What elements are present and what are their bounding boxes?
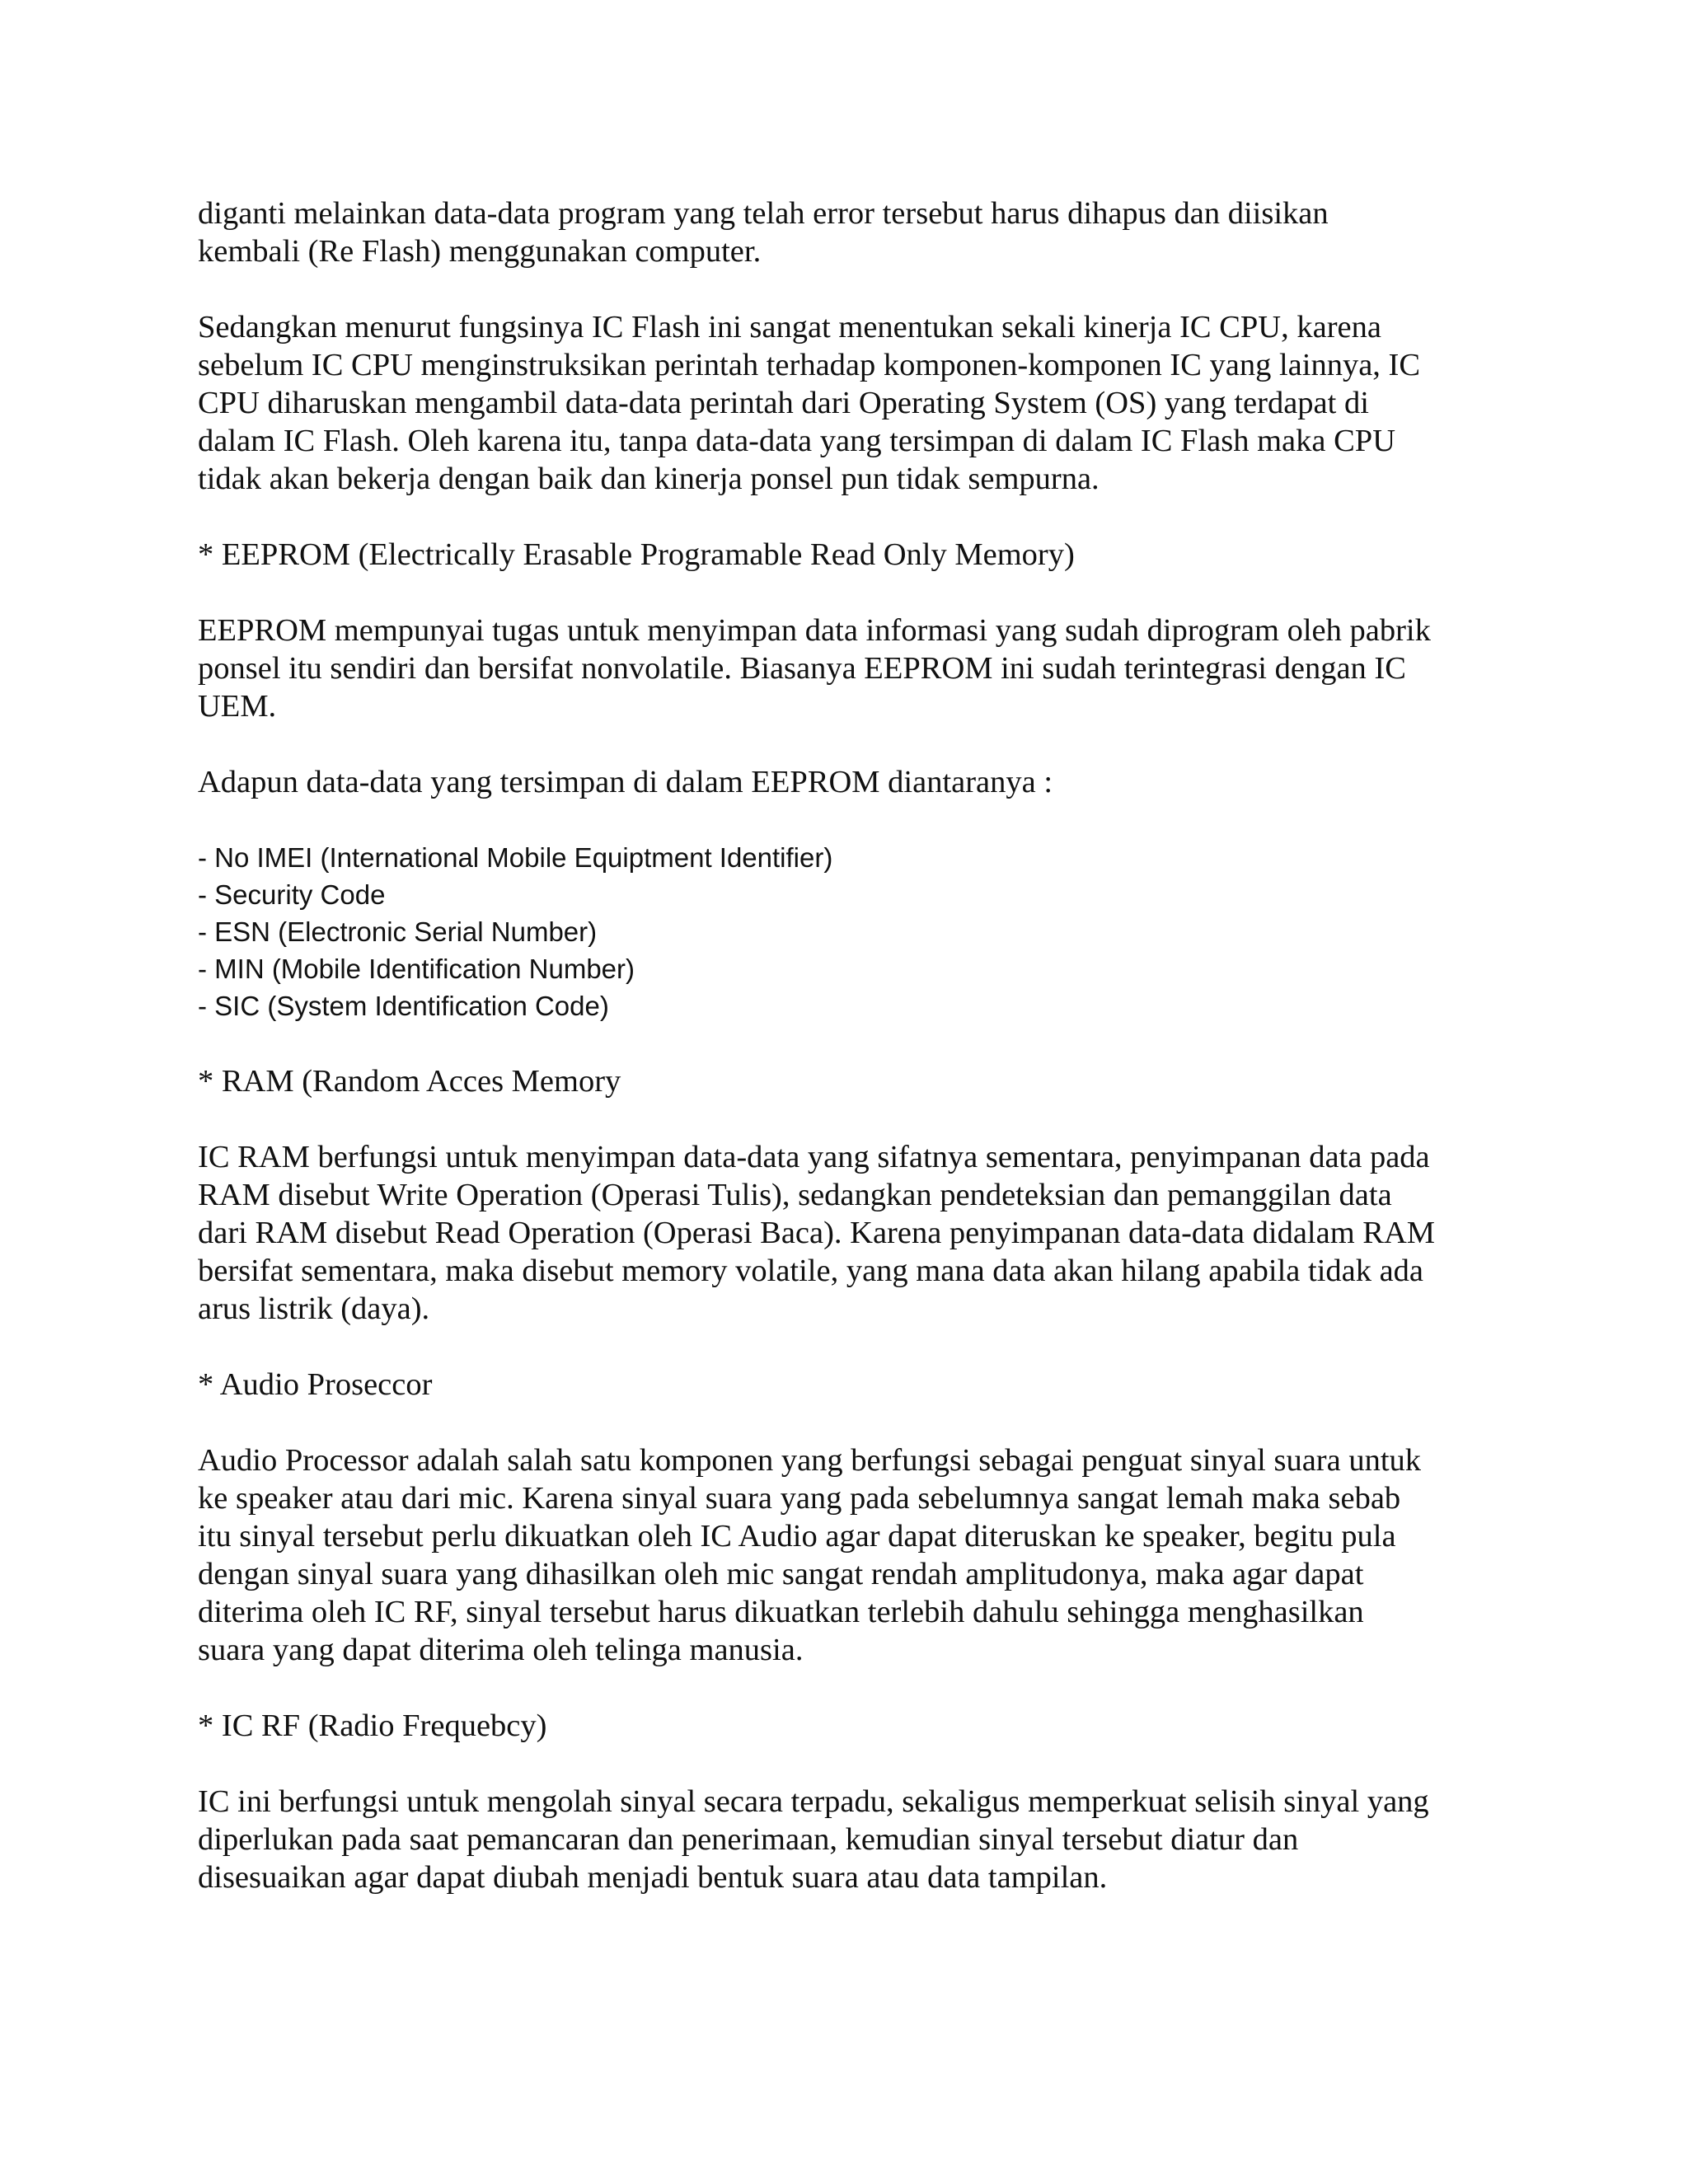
eeprom-data-list xyxy=(198,839,1500,1024)
list-item: - No IMEI (International Mobile Equiptment Identifier) xyxy=(198,842,833,873)
document-page xyxy=(198,194,1500,1934)
text-line: dalam IC Flash. Oleh karena itu, tanpa data-data yang tersimpan di dalam IC Flash maka CPU xyxy=(198,424,1395,458)
intro-paragraph xyxy=(198,194,1500,270)
eeprom-heading: * EEPROM (Electrically Erasable Programable Read Only Memory) xyxy=(198,537,1075,572)
text-line: diperlukan pada saat pemancaran dan penerimaan, kemudian sinyal tersebut diatur dan xyxy=(198,1822,1299,1857)
text-line: ke speaker atau dari mic. Karena sinyal suara yang pada sebelumnya sangat lemah maka sebab xyxy=(198,1481,1401,1516)
list-item: - MIN (Mobile Identification Number) xyxy=(198,954,635,984)
text-line: arus listrik (daya). xyxy=(198,1291,430,1326)
eeprom-paragraph xyxy=(198,612,1500,725)
text-line: ponsel itu sendiri dan bersifat nonvolatile. Biasanya EEPROM ini sudah terintegrasi dengan IC xyxy=(198,651,1406,686)
text-line: kembali (Re Flash) menggunakan computer. xyxy=(198,234,762,269)
text-line: UEM. xyxy=(198,689,277,724)
audio-heading: * Audio Proseccor xyxy=(198,1367,433,1402)
text-line: itu sinyal tersebut perlu dikuatkan oleh IC Audio agar dapat diteruskan ke speaker, begitu pula xyxy=(198,1519,1396,1554)
text-line: sebelum IC CPU menginstruksikan perintah terhadap komponen-komponen IC yang lainnya, IC xyxy=(198,348,1421,382)
text-line: Sedangkan menurut fungsinya IC Flash ini sangat menentukan sekali kinerja IC CPU, karena xyxy=(198,310,1381,344)
text-line: diterima oleh IC RF, sinyal tersebut harus dikuatkan terlebih dahulu sehingga menghasilkan xyxy=(198,1595,1364,1629)
text-line: EEPROM mempunyai tugas untuk menyimpan data informasi yang sudah diprogram oleh pabrik xyxy=(198,613,1431,648)
rf-paragraph xyxy=(198,1783,1500,1896)
list-item: - ESN (Electronic Serial Number) xyxy=(198,916,598,947)
audio-paragraph xyxy=(198,1441,1500,1669)
text-line: CPU diharuskan mengambil data-data perintah dari Operating System (OS) yang terdapat di xyxy=(198,386,1369,420)
flash-paragraph xyxy=(198,308,1500,498)
text-line: IC ini berfungsi untuk mengolah sinyal secara terpadu, sekaligus memperkuat selisih sinyal yang xyxy=(198,1784,1429,1819)
text-line: Audio Processor adalah salah satu komponen yang berfungsi sebagai penguat sinyal suara untuk xyxy=(198,1443,1422,1478)
text-line: suara yang dapat diterima oleh telinga manusia. xyxy=(198,1633,804,1667)
text-line: dengan sinyal suara yang dihasilkan oleh mic sangat rendah amplitudonya, maka agar dapat xyxy=(198,1557,1364,1591)
text-line: dari RAM disebut Read Operation (Operasi Baca). Karena penyimpanan data-data didalam RAM xyxy=(198,1216,1435,1250)
ram-paragraph xyxy=(198,1138,1500,1328)
text-line: diganti melainkan data-data program yang telah error tersebut harus dihapus dan diisikan xyxy=(198,196,1329,231)
text-line: disesuaikan agar dapat diubah menjadi bentuk suara atau data tampilan. xyxy=(198,1860,1108,1895)
eeprom-list-intro: Adapun data-data yang tersimpan di dalam EEPROM diantaranya : xyxy=(198,765,1053,799)
rf-heading: * IC RF (Radio Frequebcy) xyxy=(198,1708,547,1743)
list-item: - SIC (System Identification Code) xyxy=(198,991,609,1021)
text-line: IC RAM berfungsi untuk menyimpan data-data yang sifatnya sementara, penyimpanan data pada xyxy=(198,1140,1430,1174)
ram-heading: * RAM (Random Acces Memory xyxy=(198,1064,621,1099)
text-line: bersifat sementara, maka disebut memory volatile, yang mana data akan hilang apabila tidak ada xyxy=(198,1254,1424,1288)
text-line: RAM disebut Write Operation (Operasi Tulis), sedangkan pendeteksian dan pemanggilan data xyxy=(198,1178,1392,1212)
text-line: tidak akan bekerja dengan baik dan kinerja ponsel pun tidak sempurna. xyxy=(198,462,1100,496)
list-item: - Security Code xyxy=(198,879,386,910)
